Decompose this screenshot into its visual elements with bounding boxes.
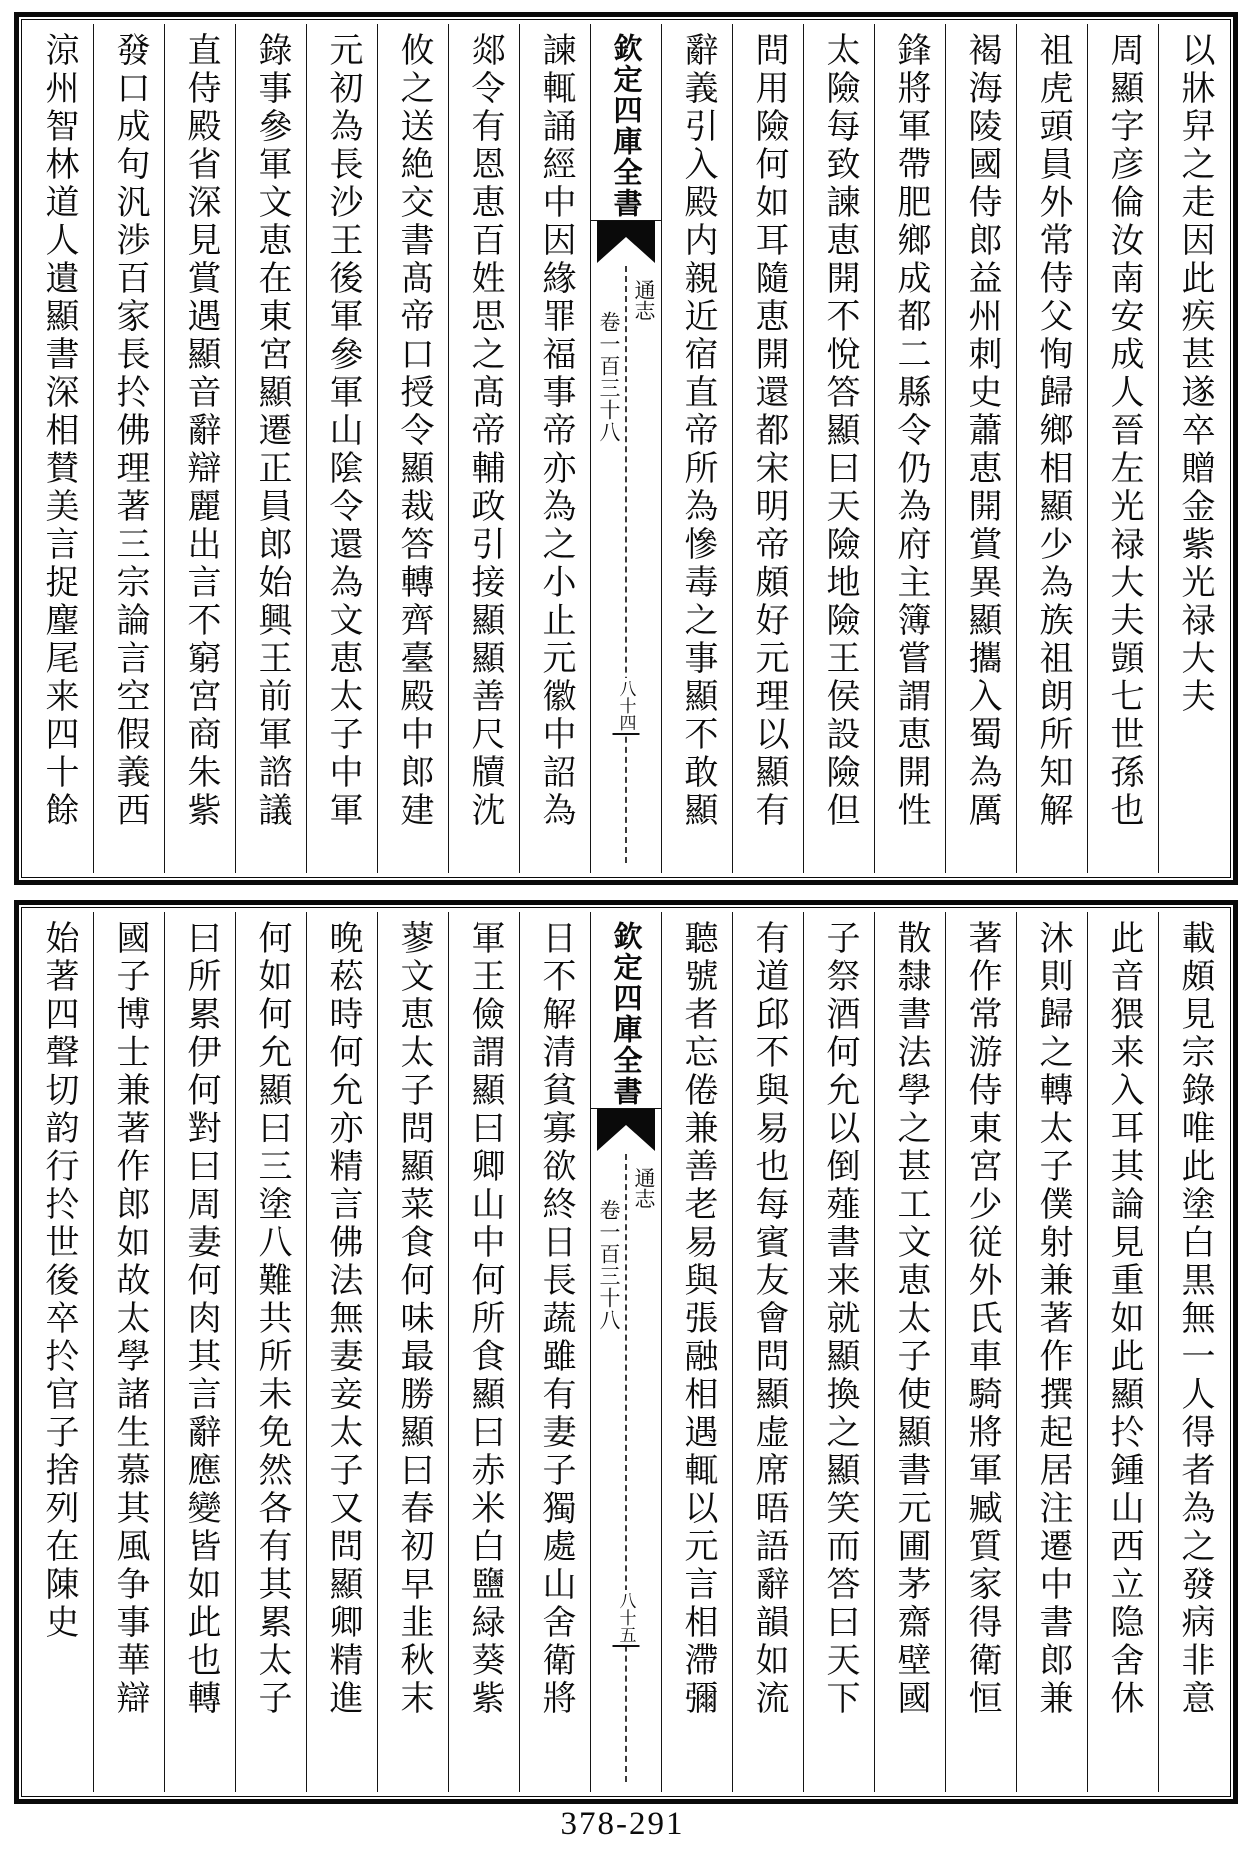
column-text: 曰所累伊何對曰周妻何肉其言辭應變皆如此也轉 bbox=[182, 920, 219, 1718]
text-column bbox=[661, 24, 732, 873]
column-text: 發口成句汎渉百家長扵佛理著三宗論言空假義西 bbox=[111, 32, 148, 830]
column-text: 晚菘時何允亦精言佛法無妻妾太子又問顯卿精進 bbox=[324, 920, 361, 1718]
column-text: 軍王儉謂顯曰卿山中何所食顯曰赤米白鹽緑葵紫 bbox=[466, 920, 503, 1718]
column-text: 蓼文恵太子問顯菜食何味最勝顯曰春初早韭秋末 bbox=[395, 920, 432, 1718]
juan-number: 卷一百三十八 bbox=[594, 1196, 624, 1334]
column-text: 有道邱不與易也每賓友會問顯虚席晤語辭韻如流 bbox=[750, 920, 787, 1718]
column-text: 何如何允顯曰三塗八難共所未免然各有其累太子 bbox=[253, 920, 290, 1718]
folio-number: 八十五 bbox=[613, 1590, 640, 1647]
banner-rule bbox=[591, 1108, 661, 1109]
column-text: 國子博士兼著作郎如故太學諸生慕其風争事華辯 bbox=[111, 920, 148, 1718]
text-column bbox=[23, 24, 93, 873]
text-column bbox=[448, 912, 519, 1792]
column-text: 周顯字彦倫汝南安成人晉左光禄大夫顗七世孫也 bbox=[1105, 32, 1142, 830]
column-text: 鋒將軍帶肥鄉成都二縣令仍為府主簿嘗謂恵開性 bbox=[892, 32, 929, 830]
text-column bbox=[1087, 24, 1158, 873]
column-text: 直侍殿省深見賞遇顯音辭辯麗出言不窮宮商朱紫 bbox=[182, 32, 219, 830]
text-column bbox=[874, 24, 945, 873]
text-column bbox=[732, 24, 803, 873]
column-text: 載頗見宗錄唯此塗白黒無一人得者為之發病非意 bbox=[1176, 920, 1213, 1718]
banner-fold-line bbox=[625, 266, 627, 863]
column-text: 始著四聲切韵行扵世後卒扵官子捨列在陳史 bbox=[40, 920, 77, 1642]
column-text: 攸之送絶交書髙帝口授令顯裁答轉齊臺殿中郎建 bbox=[395, 32, 432, 830]
text-column bbox=[945, 912, 1016, 1792]
text-column bbox=[306, 24, 377, 873]
text-column bbox=[1158, 24, 1229, 873]
fishtail-icon bbox=[597, 1109, 655, 1151]
text-column bbox=[1016, 24, 1087, 873]
column-text: 子祭酒何允以倒薤書来就顯換之顯笑而答曰天下 bbox=[821, 920, 858, 1718]
text-column bbox=[235, 24, 306, 873]
text-column bbox=[448, 24, 519, 873]
text-column bbox=[1087, 912, 1158, 1792]
column-text: 辭義引入殿内親近宿直帝所為慘毒之事顯不敢顯 bbox=[679, 32, 716, 830]
text-column bbox=[377, 24, 448, 873]
text-column bbox=[23, 912, 93, 1792]
text-column bbox=[164, 24, 235, 873]
column-text: 此音猥来入耳其論見重如此顯扵鍾山西立隐舍休 bbox=[1105, 920, 1142, 1718]
text-column bbox=[235, 912, 306, 1792]
fishtail-icon bbox=[597, 221, 655, 263]
text-column bbox=[1158, 912, 1229, 1792]
text-column bbox=[803, 24, 874, 873]
text-column bbox=[93, 912, 164, 1792]
column-text: 日不解清貧寡欲終日長蔬雖有妻子獨處山舍衛將 bbox=[537, 920, 574, 1718]
column-text: 問用險何如耳隨恵開還都宋明帝頗好元理以顯有 bbox=[750, 32, 787, 830]
column-text: 沐則歸之轉太子僕射兼著作撰起居注遷中書郎兼 bbox=[1034, 920, 1071, 1718]
folio-number: 八十四 bbox=[613, 678, 640, 735]
center-banner-column bbox=[590, 912, 661, 1792]
text-column bbox=[661, 912, 732, 1792]
text-column bbox=[519, 912, 590, 1792]
column-text: 太險每致諫恵開不悅答顯曰天險地險王侯設險但 bbox=[821, 32, 858, 830]
text-column bbox=[874, 912, 945, 1792]
text-column bbox=[519, 24, 590, 873]
text-block-upper bbox=[14, 12, 1238, 885]
text-column bbox=[164, 912, 235, 1792]
banner-title: 欽定四庫全書 bbox=[609, 33, 642, 219]
work-title: 通志 bbox=[629, 1164, 659, 1212]
column-text: 錄事參軍文恵在東宮顯遷正員郎始興王前軍諮議 bbox=[253, 32, 290, 830]
column-text: 元初為長沙王後軍參軍山隂令還為文恵太子中軍 bbox=[324, 32, 361, 830]
text-column bbox=[377, 912, 448, 1792]
column-text: 散隸書法學之甚工文恵太子使顯書元圃茅齋壁國 bbox=[892, 920, 929, 1718]
text-column bbox=[93, 24, 164, 873]
text-column bbox=[732, 912, 803, 1792]
column-text: 以牀舁之走因此疾甚遂卒贈金紫光禄大夫 bbox=[1176, 32, 1213, 716]
center-banner-column bbox=[590, 24, 661, 873]
banner-fold-line bbox=[625, 1154, 627, 1782]
banner-title: 欽定四庫全書 bbox=[609, 921, 642, 1107]
plate-number: 378-291 bbox=[560, 1806, 685, 1842]
text-column bbox=[945, 24, 1016, 873]
column-text: 褐海陵國侍郎益州刺史蕭恵開賞異顯攜入蜀為厲 bbox=[963, 32, 1000, 830]
text-column bbox=[306, 912, 377, 1792]
column-text: 聽號者忘倦兼善老易與張融相遇輒以元言相滯彌 bbox=[679, 920, 716, 1718]
column-text: 祖虎頭員外常侍父恂歸鄉相顯少為族祖朗所知解 bbox=[1034, 32, 1071, 830]
juan-number: 卷一百三十八 bbox=[594, 308, 624, 446]
column-text: 著作常游侍東宮少従外氏車騎將軍臧質家得衛恒 bbox=[963, 920, 1000, 1718]
column-text: 涼州智林道人遺顯書深相賛美言捉麈尾来四十餘 bbox=[40, 32, 77, 830]
text-block-lower bbox=[14, 900, 1238, 1804]
text-column bbox=[1016, 912, 1087, 1792]
column-text: 郯令有恩恵百姓思之髙帝輔政引接顯顯善尺牘沈 bbox=[466, 32, 503, 830]
column-text: 諫輒誦經中因緣罪福事帝亦為之小止元徽中詔為 bbox=[537, 32, 574, 830]
banner-rule bbox=[591, 220, 661, 221]
work-title: 通志 bbox=[629, 276, 659, 324]
text-column bbox=[803, 912, 874, 1792]
